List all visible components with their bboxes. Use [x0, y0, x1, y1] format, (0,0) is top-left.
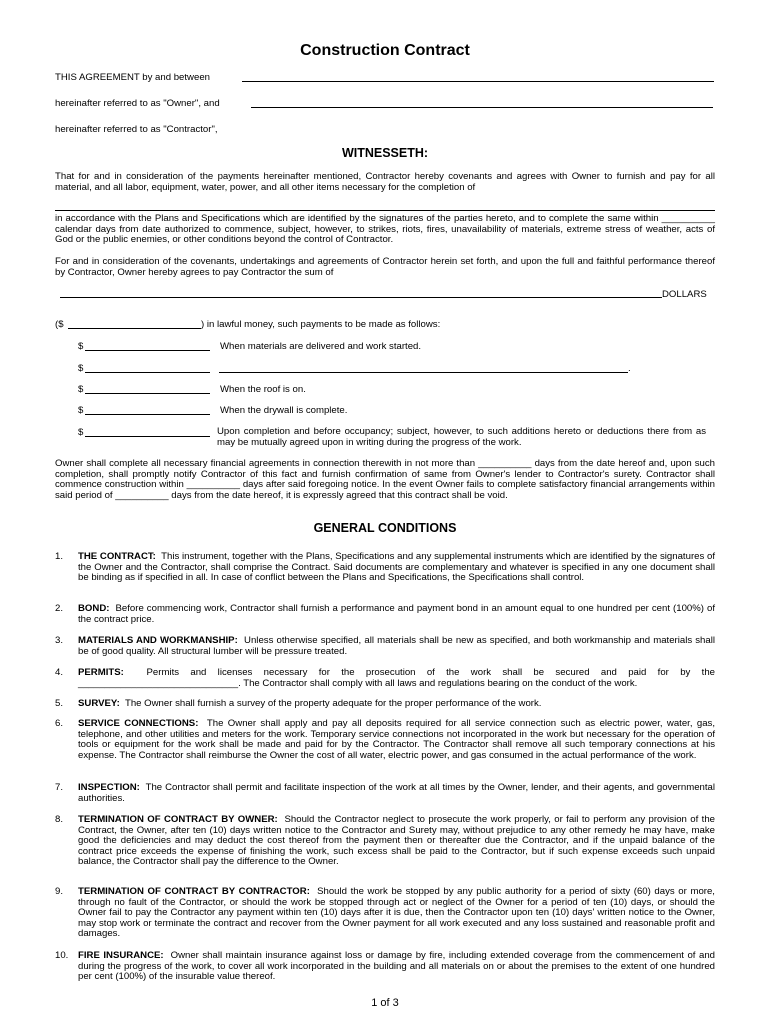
paragraph-payment: For and in consideration of the covenants, undertakings and agreements of Contractor herein set forth, and upon the full and faithful performance thereof by Contractor, Owner hereby agrees to pay Contractor the sum of — [55, 256, 715, 278]
page-number: 1 of 3 — [371, 997, 399, 1009]
condition-item: FIRE INSURANCE: Owner shall maintain insurance against loss or damage by fire, including extended coverage from the commencement of and during the progress of the work, to cover all work incorporated in the building and all materials on or about the premises to the extent of one hundred per cent (100%) of the insurable value thereof. — [78, 950, 715, 983]
agreement-label: THIS AGREEMENT by and between — [55, 72, 210, 83]
lawful-money-prefix: ($ — [55, 319, 64, 330]
payment-amount-blank[interactable] — [85, 372, 210, 373]
condition-heading: SERVICE CONNECTIONS — [78, 718, 196, 729]
payment-amount-blank[interactable] — [85, 393, 210, 394]
document-title: Construction Contract — [300, 42, 470, 59]
condition-item: BOND: Before commencing work, Contractor shall furnish a performance and payment bond in an amount equal to one hundred per cent (100%) of the contract price. — [78, 603, 715, 625]
sum-blank[interactable] — [60, 297, 662, 298]
lawful-money-blank[interactable] — [68, 328, 201, 329]
condition-number: 8. — [55, 814, 64, 825]
contractor-label: hereinafter referred to as "Contractor", — [55, 124, 218, 135]
payment-amount-blank[interactable] — [85, 436, 210, 437]
condition-number: 5. — [55, 698, 64, 709]
condition-heading: SURVEY — [78, 698, 117, 709]
condition-number: 10. — [55, 950, 69, 961]
general-conditions-heading: GENERAL CONDITIONS — [313, 521, 457, 535]
payment-label: When materials are delivered and work started. — [220, 341, 422, 352]
dollars-label: DOLLARS — [662, 289, 707, 300]
condition-item: SURVEY: The Owner shall furnish a survey of the property adequate for the proper performance of the work. — [78, 698, 542, 709]
condition-text: Should the work be stopped by any public authority for a period of sixty (60) days or more, through no fault of the Contractor, or should the work be stopped through act or neglect of the Owner for a period of ten (10) days, or should the Owner fail to pay the Contractor any payment within ten (10) days after it is due, then the Contractor upon ten (10) days' written notice to the Owner, may stop work or terminate the contract and recover from the Owner payment for all work executed and any loss sustained and reasonable profit and damages. — [78, 886, 715, 940]
condition-number: 1. — [55, 551, 64, 562]
payment-label: When the roof is on. — [220, 384, 306, 395]
condition-text: Should the Contractor neglect to prosecute the work properly, or fail to perform any provision of the Contract, the Owner, after ten (10) days written notice to the Contractor and Surety may, without prejudice to any other remedy he may have, make good the deficiencies and may deduct the cost thereof from the payment then or thereafter due the Contractor, and if the unpaid balance of the contract price exceeds the expense of finishing the work, such excess shall be paid to the Contractor, but if such expense exceeds such unpaid balance, the Contractor shall pay the difference to the Owner. — [78, 814, 716, 868]
payment-period: . — [628, 363, 631, 374]
condition-number: 6. — [55, 718, 64, 729]
owner-blank[interactable] — [251, 107, 713, 108]
condition-item: INSPECTION: The Contractor shall permit and facilitate inspection of the work at all times by the Owner, lender, and their agents, and governmental authorities. — [78, 782, 715, 804]
owner-label: hereinafter referred to as "Owner", and — [55, 98, 220, 109]
completion-blank[interactable] — [55, 210, 715, 211]
payment-sign: $ — [78, 341, 84, 352]
condition-text: The Contractor shall permit and facilitate inspection of the work at all times by the Owner, lender, and their agents, and governmental authorities. — [78, 782, 715, 804]
condition-heading: TERMINATION OF CONTRACT BY OWNER — [78, 814, 275, 825]
paragraph-financial: Owner shall complete all necessary financial agreements in connection therewith in not more than __________ days from the date hereof and, upon such completion, shall promptly notify Contractor of this fact and furnish confirmation of same from Owner's lender to Contractor's surety. Contractor shall commence construction within __________ days after said foregoing notice. In the event Owner fails to complete satisfactory financial arrangements within said period of __________ days from the date hereof, it is expressly agreed that this contract shall be void. — [55, 458, 715, 501]
witnesseth-heading: WITNESSETH: — [341, 146, 429, 160]
payment-sign: $ — [78, 363, 84, 374]
condition-number: 9. — [55, 886, 64, 897]
condition-number: 4. — [55, 667, 64, 678]
condition-number: 7. — [55, 782, 64, 793]
paragraph-consideration: That for and in consideration of the payments hereinafter mentioned, Contractor hereby covenants and agrees with Owner to furnish and pay for all material, and all labor, equipment, water, power, and all other items necessary for the completion of — [55, 171, 715, 193]
condition-text: Before commencing work, Contractor shall furnish a performance and payment bond in an amount equal to one hundred per cent (100%) of the contract price. — [78, 603, 715, 625]
condition-item: SERVICE CONNECTIONS: The Owner shall apply and pay all deposits required for all service connection such as electric power, water, gas, telephone, and other utilities and meters for the work. Temporary service connections not incorporated in the work but necessary for the operation of tools or equipment for the work shall be made and paid for by the Contractor. The Contractor shall remove all such temporary connections at his expense. The Contractor shall reimburse the Owner the cost of all water, electric power, and gas consumed in the actual performance of the work. — [78, 718, 715, 761]
payment-sign: $ — [78, 384, 84, 395]
condition-heading: INSPECTION — [78, 782, 137, 793]
condition-text: Permits and licenses necessary for the prosecution of the work shall be secured and paid for by the ______________________________. The Contractor shall comply with all laws and regulations bearing on the conduct of the work. — [78, 667, 715, 689]
agreement-blank[interactable] — [242, 81, 714, 82]
condition-item: MATERIALS AND WORKMANSHIP: Unless otherwise specified, all materials shall be new as specified, and both workmanship and materials shall be of good quality. All structural lumber will be pressure treated. — [78, 635, 715, 657]
condition-item: TERMINATION OF CONTRACT BY OWNER: Should the Contractor neglect to prosecute the work properly, or fail to perform any provision of the Contract, the Owner, after ten (10) days written notice to the Contractor and Surety may, without prejudice to any other remedy he may have, make good the deficiencies and may deduct the cost thereof from the payment then or thereafter due the Contractor, and if the unpaid balance of the contract price exceeds the expense of finishing the work, such excess shall be paid to the Contractor, but if such expense exceeds such unpaid balance, the Contractor shall pay the difference to the Owner. — [78, 814, 716, 868]
condition-item: THE CONTRACT: This instrument, together with the Plans, Specifications and any supplemental instruments which are identified by the signatures of the Owner and the Contractor, shall comprise the Contract. Said documents are complementary and whatever is specified in any one document shall be binding as if specified in all. In case of conflict between the Plans and Specifications, the Specifications shall control. — [78, 551, 715, 584]
condition-text: This instrument, together with the Plans, Specifications and any supplemental instruments which are identified by the signatures of the Owner and the Contractor, shall comprise the Contract. Said documents are complementary and whatever is specified in any one document shall be binding as if specified in all. In case of conflict between the Plans and Specifications, the Specifications shall control. — [78, 551, 715, 584]
condition-number: 3. — [55, 635, 64, 646]
condition-number: 2. — [55, 603, 64, 614]
paragraph-plans: in accordance with the Plans and Specifications which are identified by the signatures of the parties hereto, and to complete the same within __________ calendar days from date authorized to commence, subject, however, to strikes, riots, fires, unavailability of materials, extreme stress of weather, acts of God or the public enemies, or other conditions beyond the control of Contractor. — [55, 213, 715, 246]
condition-item: TERMINATION OF CONTRACT BY CONTRACTOR: Should the work be stopped by any public authority for a period of sixty (60) days or more, through no fault of the Contractor, or should the work be stopped through act or neglect of the Owner for a period of ten (10) days, or should the Owner fail to pay the Contractor any payment within ten (10) days after it is due, then the Contractor upon ten (10) days' written notice to the Owner, may stop work or terminate the contract and recover from the Owner payment for all work executed and any loss sustained and reasonable profit and damages. — [78, 886, 715, 940]
payment-amount-blank[interactable] — [85, 350, 210, 351]
payment-label: Upon completion and before occupancy; subject, however, to such additions hereto or deductions there from as may be mutually agreed upon in writing during the progress of the work. — [217, 426, 706, 448]
condition-heading: FIRE INSURANCE — [78, 950, 161, 961]
payment-amount-blank[interactable] — [85, 414, 210, 415]
condition-text: The Owner shall apply and pay all deposits required for all service connection such as electric power, water, gas, telephone, and other utilities and meters for the work. Temporary service connections not incorporated in the work but necessary for the operation of tools or equipment for the work shall be made and paid for by the Contractor. The Contractor shall remove all such temporary connections at his expense. The Contractor shall reimburse the Owner the cost of all water, electric power, and gas consumed in the actual performance of the work. — [78, 718, 715, 761]
payment-sign: $ — [78, 427, 84, 438]
condition-heading: TERMINATION OF CONTRACT BY CONTRACTOR — [78, 886, 307, 897]
condition-item: PERMITS: Permits and licenses necessary for the prosecution of the work shall be secured and paid for by the ______________________________. The Contractor shall comply with all laws and regulations bearing on the conduct of the work. — [78, 667, 715, 689]
lawful-money-suffix: ) in lawful money, such payments to be made as follows: — [201, 319, 441, 330]
payment-sign: $ — [78, 405, 84, 416]
payment-label: When the drywall is complete. — [220, 405, 348, 416]
condition-heading: THE CONTRACT — [78, 551, 153, 562]
condition-heading: PERMITS — [78, 667, 121, 678]
condition-text: The Owner shall furnish a survey of the property adequate for the proper performance of the work. — [124, 698, 542, 709]
condition-heading: BOND — [78, 603, 107, 614]
condition-text: Unless otherwise specified, all materials shall be new as specified, and both workmanship and materials shall be of good quality. All structural lumber will be pressure treated. — [78, 635, 715, 657]
payment-description-blank[interactable] — [219, 372, 628, 373]
condition-text: Owner shall maintain insurance against loss or damage by fire, including extended coverage from the commencement of and during the progress of the work, to cover all work incorporated in the building and all materials on or about the premises to the extent of one hundred per cent (100%) of the insurable value thereof. — [78, 950, 715, 983]
condition-heading: MATERIALS AND WORKMANSHIP — [78, 635, 235, 646]
